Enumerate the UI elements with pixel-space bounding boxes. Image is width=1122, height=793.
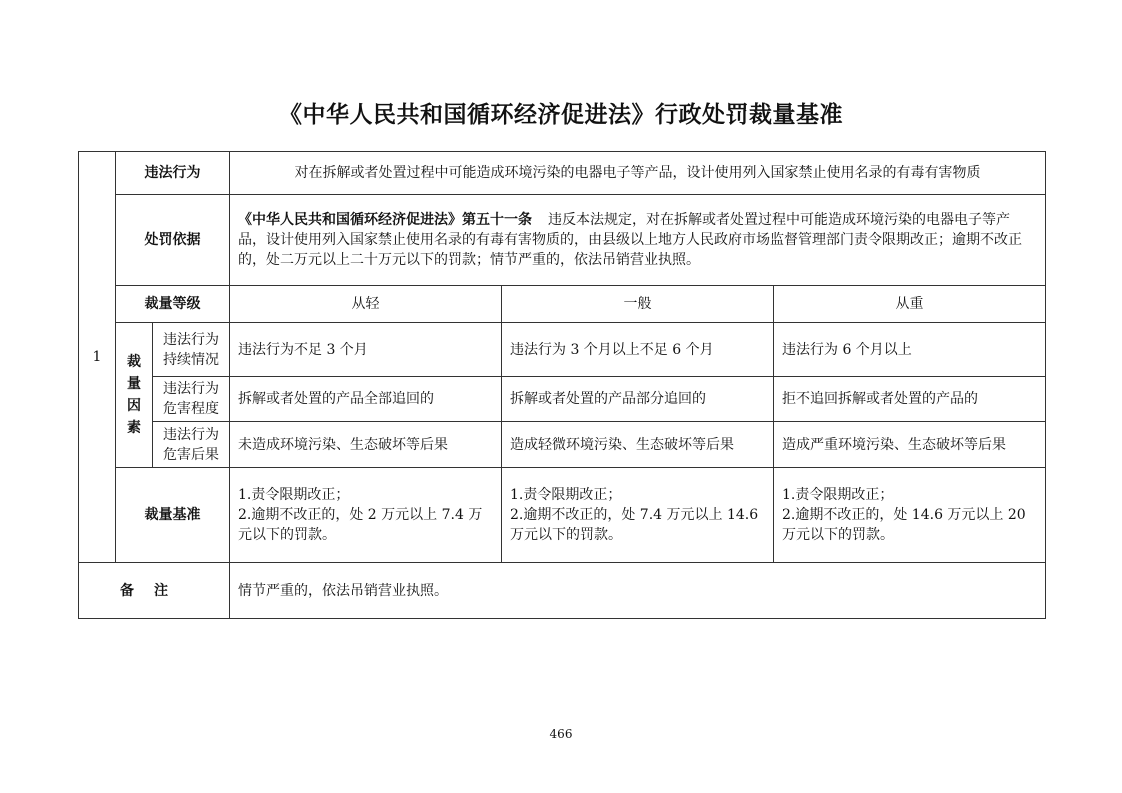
factor-name-severity: 违法行为 危害程度 [153, 377, 230, 422]
standard-general: 1.责令限期改正； 2.逾期不改正的，处 7.4 万元以上 14.6 万元以下的罚款。 [502, 468, 774, 563]
factor-row-duration [79, 323, 1046, 377]
standard-light: 1.责令限期改正； 2.逾期不改正的，处 2 万元以上 7.4 万元以下的罚款。 [230, 468, 502, 563]
levels-label: 裁量等级 [116, 286, 230, 323]
factors-label: 裁 量 因 素 [116, 323, 153, 468]
factor-cell: 违法行为 3 个月以上不足 6 个月 [502, 323, 774, 377]
level-heavy: 从重 [774, 286, 1046, 323]
remarks-text: 情节严重的，依法吊销营业执照。 [230, 563, 1046, 619]
level-general: 一般 [502, 286, 774, 323]
illegal-act-label: 违法行为 [116, 152, 230, 195]
factor-cell: 造成严重环境污染、生态破坏等后果 [774, 422, 1046, 468]
page-number: 466 [549, 727, 573, 741]
factor-cell: 拆解或者处置的产品全部追回的 [230, 377, 502, 422]
row-illegal-act [79, 152, 1046, 195]
discretion-table [78, 151, 1046, 619]
illegal-act-text: 对在拆解或者处置过程中可能造成环境污染的电器电子等产品，设计使用列入国家禁止使用名录的有毒有害物质 [230, 152, 1046, 195]
penalty-basis-label: 处罚依据 [116, 195, 230, 286]
row-levels [79, 286, 1046, 323]
factor-row-consequence [79, 422, 1046, 468]
standard-heavy: 1.责令限期改正； 2.逾期不改正的，处 14.6 万元以上 20 万元以下的罚款。 [774, 468, 1046, 563]
factor-cell: 拒不追回拆解或者处置的产品的 [774, 377, 1046, 422]
page-title: 《中华人民共和国循环经济促进法》行政处罚裁量基准 [279, 102, 843, 128]
factor-cell: 违法行为 6 个月以上 [774, 323, 1046, 377]
factor-name-consequence: 违法行为 危害后果 [153, 422, 230, 468]
factor-cell: 未造成环境污染、生态破坏等后果 [230, 422, 502, 468]
penalty-basis-cell [230, 195, 1046, 286]
row-remarks [79, 563, 1046, 619]
row-penalty-basis [79, 195, 1046, 286]
factor-cell: 拆解或者处置的产品部分追回的 [502, 377, 774, 422]
factor-name-duration: 违法行为 持续情况 [153, 323, 230, 377]
factor-cell: 造成轻微环境污染、生态破坏等后果 [502, 422, 774, 468]
row-standard [79, 468, 1046, 563]
factor-cell: 违法行为不足 3 个月 [230, 323, 502, 377]
standard-label: 裁量基准 [116, 468, 230, 563]
level-light: 从轻 [230, 286, 502, 323]
law-reference: 《中华人民共和国循环经济促进法》第五十一条 [238, 212, 532, 228]
remarks-label: 备注 [79, 563, 230, 619]
row-number: 1 [79, 152, 116, 563]
penalty-basis-text: 违反本法规定，对在拆解或者处置过程中可能造成环境污染的电器电子等产品，设计使用列入国家禁止使用名录的有毒有害物质的，由县级以上地方人民政府市场监督管理部门责令限期改正；逾期不改正的，处二万元以上二十万元以下的罚款；情节严重的，依法吊销营业执照。 [238, 212, 1022, 268]
factor-row-severity [79, 377, 1046, 422]
